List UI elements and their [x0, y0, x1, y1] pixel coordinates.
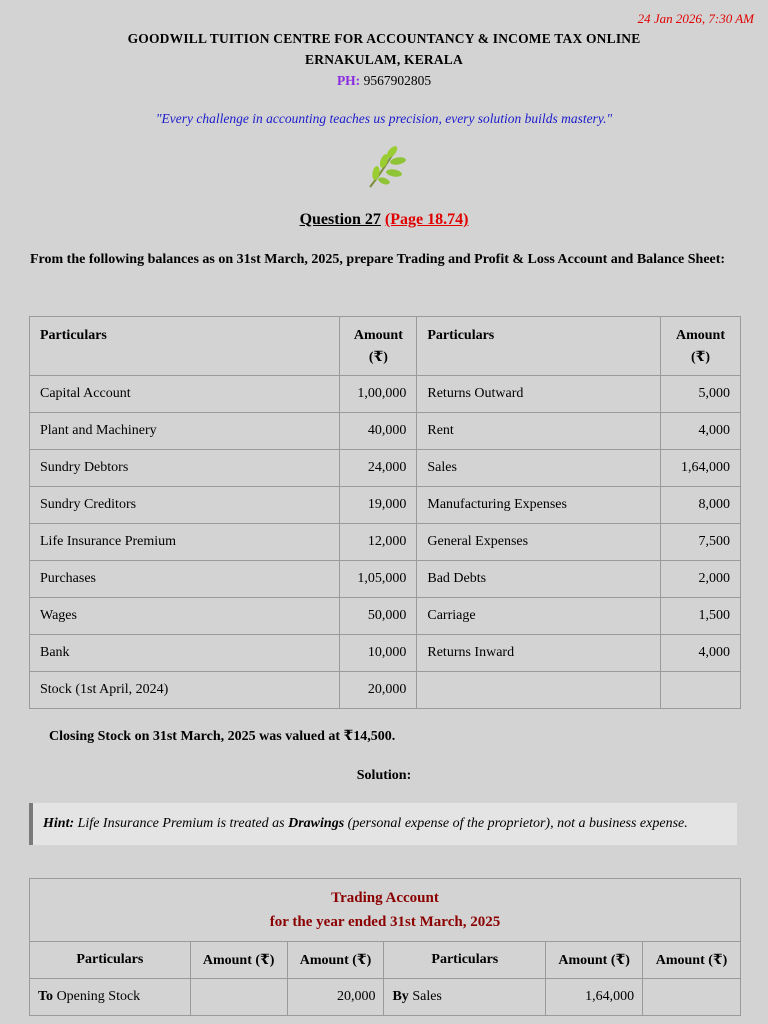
- header-amount-right: Amount (₹): [661, 317, 741, 376]
- hint-box: [29, 803, 737, 845]
- hint-text-1: Life Insurance Premium is treated as: [77, 816, 285, 831]
- trading-left-particular: To Opening Stock: [30, 979, 191, 1016]
- timestamp: 24 Jan 2026, 7:30 AM: [637, 11, 754, 26]
- balances-table: [29, 316, 741, 709]
- phone-line: [0, 70, 768, 91]
- phone-label: PH:: [336, 73, 361, 88]
- trading-subtitle: for the year ended 31st March, 2025: [269, 914, 501, 930]
- table-row: Purchases 1,05,000 Bad Debts 2,000: [30, 561, 741, 598]
- phone-number: 9567902805: [363, 73, 432, 88]
- table-row: Sundry Creditors 19,000 Manufacturing Expenses 8,000: [30, 487, 741, 524]
- table-row: Bank 10,000 Returns Inward 4,000: [30, 635, 741, 672]
- table-row: To Opening Stock 20,000 By Sales 1,64,000: [30, 979, 741, 1016]
- header-particulars-right: Particulars: [417, 317, 661, 376]
- trading-heading: [30, 879, 741, 942]
- header-particulars-left: Particulars: [30, 317, 340, 376]
- question-title: Question 27: [299, 211, 381, 228]
- trading-account-table: [29, 878, 741, 1016]
- closing-stock-note: Closing Stock on 31st March, 2025 was valued at ₹14,500.: [49, 729, 396, 744]
- hint-label: Hint:: [43, 816, 75, 831]
- solution-label: Solution:: [356, 768, 412, 783]
- table-row: Capital Account 1,00,000 Returns Outward 5,000: [30, 376, 741, 413]
- leaf-icon: [0, 143, 768, 193]
- trading-heading-row: [30, 879, 741, 942]
- table-row: Sundry Debtors 24,000 Sales 1,64,000: [30, 450, 741, 487]
- balances-header-row: [30, 317, 741, 376]
- hint-text-2: (personal expense of the proprietor), not a business expense.: [347, 816, 688, 831]
- table-row: Life Insurance Premium 12,000 General Expenses 7,500: [30, 524, 741, 561]
- question-intro: From the following balances as on 31st March, 2025, prepare Trading and Profit & Loss Account and Balance Sheet:: [30, 252, 726, 267]
- header-amount-left: Amount (₹): [340, 317, 417, 376]
- page-reference-link[interactable]: (Page 18.74): [384, 211, 469, 228]
- trading-right-particular: By Sales: [384, 979, 546, 1016]
- hint-bold-term: Drawings: [288, 816, 345, 831]
- table-row: Plant and Machinery 40,000 Rent 4,000: [30, 413, 741, 450]
- motivational-quote: "Every challenge in accounting teaches us precision, every solution builds mastery.": [155, 111, 613, 126]
- table-row: Stock (1st April, 2024) 20,000: [30, 672, 741, 709]
- institute-location: ERNAKULAM, KERALA: [305, 52, 463, 67]
- institute-name: GOODWILL TUITION CENTRE FOR ACCOUNTANCY & INCOME TAX ONLINE: [127, 31, 641, 46]
- question-heading: [0, 211, 768, 229]
- trading-header-row: Particulars Amount (₹) Amount (₹) Particulars Amount (₹) Amount (₹): [30, 942, 741, 979]
- table-row: Wages 50,000 Carriage 1,500: [30, 598, 741, 635]
- trading-title: Trading Account: [331, 890, 439, 906]
